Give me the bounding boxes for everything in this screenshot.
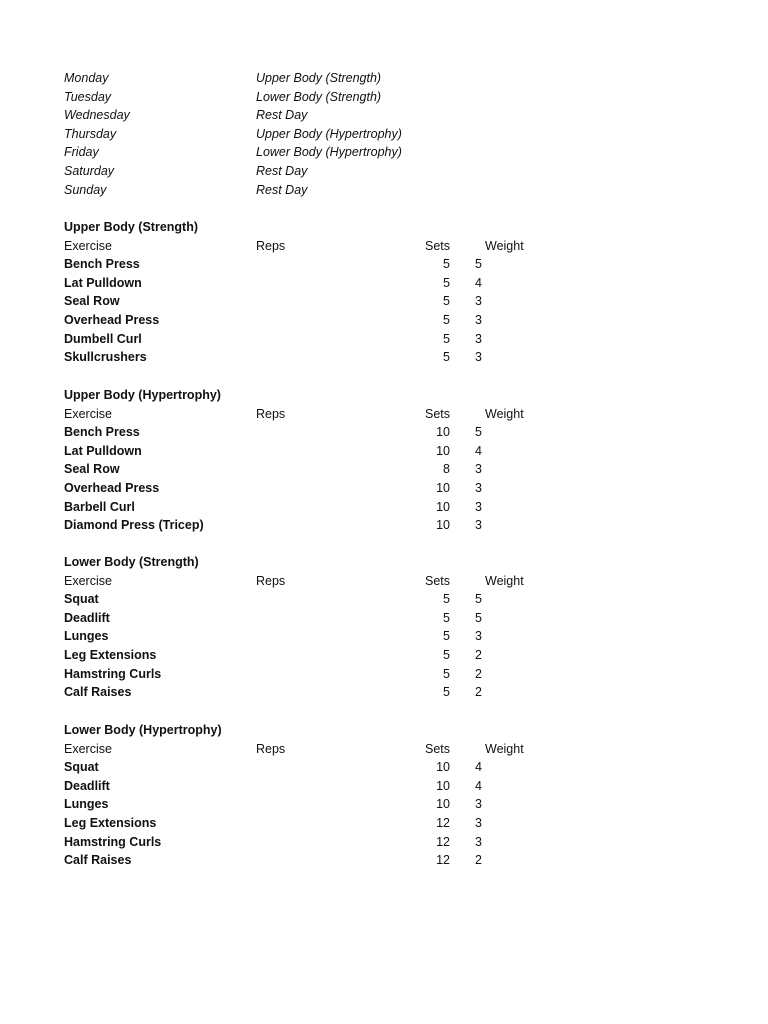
exercise-name: Bench Press <box>64 425 140 440</box>
weight-value: 4 <box>475 275 482 290</box>
block-title: Upper Body (Strength) <box>64 220 199 234</box>
exercise-name: Lat Pulldown <box>64 443 142 458</box>
weight-value: 4 <box>475 778 482 793</box>
table-row <box>64 627 544 646</box>
column-header-row <box>64 740 544 759</box>
weight-value: 5 <box>475 610 482 625</box>
workout-block-upper-strength <box>64 218 544 367</box>
header-weight: Weight <box>485 573 524 588</box>
table-row <box>64 348 544 367</box>
table-row <box>64 330 544 349</box>
sets-value: 5 <box>443 275 450 290</box>
exercise-name: Calf Raises <box>64 853 132 868</box>
schedule-day: Thursday <box>64 126 117 141</box>
header-weight: Weight <box>485 741 524 756</box>
header-sets: Sets <box>425 238 451 253</box>
sets-value: 5 <box>443 294 450 309</box>
table-row <box>64 795 544 814</box>
table-row <box>64 460 544 479</box>
header-exercise: Exercise <box>64 238 112 253</box>
workout-block-upper-hypertrophy <box>64 386 544 535</box>
sets-value: 10 <box>436 443 450 458</box>
schedule-day: Tuesday <box>64 89 112 104</box>
table-row <box>64 479 544 498</box>
exercise-name: Barbell Curl <box>64 499 135 514</box>
table-row <box>64 498 544 517</box>
schedule-day: Wednesday <box>64 108 130 123</box>
sets-value: 5 <box>443 685 450 700</box>
block-title: Upper Body (Hypertrophy) <box>64 388 221 402</box>
column-header-row <box>64 572 544 591</box>
table-row <box>64 609 544 628</box>
sets-value: 10 <box>436 425 450 440</box>
table-row <box>64 814 544 833</box>
sets-value: 5 <box>443 647 450 662</box>
header-exercise: Exercise <box>64 406 112 421</box>
weight-value: 4 <box>475 760 482 775</box>
schedule-day: Sunday <box>64 182 107 197</box>
weight-value: 3 <box>475 480 482 495</box>
schedule-row <box>64 143 524 162</box>
exercise-name: Lunges <box>64 797 109 812</box>
schedule-day: Friday <box>64 145 99 160</box>
schedule-plan: Rest Day <box>256 163 308 178</box>
weight-value: 5 <box>475 425 482 440</box>
workout-block-lower-hypertrophy <box>64 721 544 870</box>
exercise-name: Hamstring Curls <box>64 834 162 849</box>
header-exercise: Exercise <box>64 573 112 588</box>
exercise-name: Seal Row <box>64 294 120 309</box>
header-reps: Reps <box>256 573 286 588</box>
header-exercise: Exercise <box>64 741 112 756</box>
exercise-name: Overhead Press <box>64 312 160 327</box>
sets-value: 5 <box>443 592 450 607</box>
weight-value: 2 <box>475 666 482 681</box>
weight-value: 3 <box>475 518 482 533</box>
table-row <box>64 851 544 870</box>
table-row <box>64 777 544 796</box>
exercise-name: Bench Press <box>64 257 140 272</box>
workout-block-lower-strength <box>64 553 544 702</box>
table-row <box>64 683 544 702</box>
schedule-row <box>64 181 524 200</box>
sets-value: 5 <box>443 350 450 365</box>
table-row <box>64 646 544 665</box>
schedule-row <box>64 162 524 181</box>
exercise-name: Leg Extensions <box>64 647 157 662</box>
exercise-name: Deadlift <box>64 778 110 793</box>
table-row <box>64 665 544 684</box>
weight-value: 5 <box>475 592 482 607</box>
weight-value: 3 <box>475 312 482 327</box>
exercise-name: Deadlift <box>64 610 110 625</box>
schedule-plan: Upper Body (Strength) <box>256 71 382 85</box>
exercise-name: Squat <box>64 592 99 607</box>
schedule-row <box>64 69 524 88</box>
table-row <box>64 255 544 274</box>
schedule-plan: Rest Day <box>256 182 308 197</box>
table-row <box>64 833 544 852</box>
weight-value: 2 <box>475 853 482 868</box>
exercise-name: Skullcrushers <box>64 350 147 365</box>
schedule-row <box>64 106 524 125</box>
exercise-name: Leg Extensions <box>64 815 157 830</box>
schedule-plan: Upper Body (Hypertrophy) <box>256 126 402 141</box>
header-sets: Sets <box>425 406 451 421</box>
sets-value: 10 <box>436 778 450 793</box>
weight-value: 3 <box>475 350 482 365</box>
sets-value: 5 <box>443 312 450 327</box>
weight-value: 2 <box>475 685 482 700</box>
sets-value: 10 <box>436 499 450 514</box>
weight-value: 4 <box>475 443 482 458</box>
weight-value: 5 <box>475 257 482 272</box>
header-weight: Weight <box>485 406 524 421</box>
exercise-name: Diamond Press (Tricep) <box>64 518 204 533</box>
header-reps: Reps <box>256 406 286 421</box>
schedule-plan: Rest Day <box>256 108 308 123</box>
exercise-name: Lunges <box>64 629 109 644</box>
schedule-plan: Lower Body (Hypertrophy) <box>256 145 402 160</box>
weight-value: 3 <box>475 331 482 346</box>
weight-value: 3 <box>475 629 482 644</box>
sets-value: 10 <box>436 797 450 812</box>
weight-value: 3 <box>475 462 482 477</box>
header-reps: Reps <box>256 741 286 756</box>
weight-value: 3 <box>475 294 482 309</box>
schedule-row <box>64 88 524 107</box>
table-row <box>64 423 544 442</box>
sets-value: 12 <box>436 815 450 830</box>
sets-value: 8 <box>443 462 450 477</box>
exercise-name: Seal Row <box>64 462 120 477</box>
header-reps: Reps <box>256 238 286 253</box>
weight-value: 3 <box>475 815 482 830</box>
table-row <box>64 516 544 535</box>
table-row <box>64 292 544 311</box>
sets-value: 5 <box>443 331 450 346</box>
block-title: Lower Body (Hypertrophy) <box>64 723 222 737</box>
weight-value: 3 <box>475 797 482 812</box>
header-sets: Sets <box>425 741 451 756</box>
sets-value: 5 <box>443 666 450 681</box>
schedule-row <box>64 125 524 144</box>
header-weight: Weight <box>485 238 524 253</box>
weight-value: 3 <box>475 834 482 849</box>
sets-value: 5 <box>443 629 450 644</box>
block-title: Lower Body (Strength) <box>64 555 199 569</box>
sets-value: 10 <box>436 760 450 775</box>
table-row <box>64 590 544 609</box>
column-header-row <box>64 237 544 256</box>
weight-value: 2 <box>475 647 482 662</box>
table-row <box>64 274 544 293</box>
sets-value: 12 <box>436 834 450 849</box>
weekly-schedule <box>64 69 524 199</box>
sets-value: 10 <box>436 480 450 495</box>
exercise-name: Lat Pulldown <box>64 275 142 290</box>
sets-value: 5 <box>443 257 450 272</box>
sets-value: 12 <box>436 853 450 868</box>
schedule-plan: Lower Body (Strength) <box>256 89 382 104</box>
exercise-name: Overhead Press <box>64 480 160 495</box>
exercise-name: Dumbell Curl <box>64 331 142 346</box>
column-header-row <box>64 405 544 424</box>
weight-value: 3 <box>475 499 482 514</box>
schedule-day: Saturday <box>64 163 115 178</box>
exercise-name: Hamstring Curls <box>64 666 162 681</box>
exercise-name: Squat <box>64 760 99 775</box>
sets-value: 10 <box>436 518 450 533</box>
sets-value: 5 <box>443 610 450 625</box>
table-row <box>64 442 544 461</box>
header-sets: Sets <box>425 573 451 588</box>
table-row <box>64 311 544 330</box>
table-row <box>64 758 544 777</box>
exercise-name: Calf Raises <box>64 685 132 700</box>
schedule-day: Monday <box>64 71 109 85</box>
